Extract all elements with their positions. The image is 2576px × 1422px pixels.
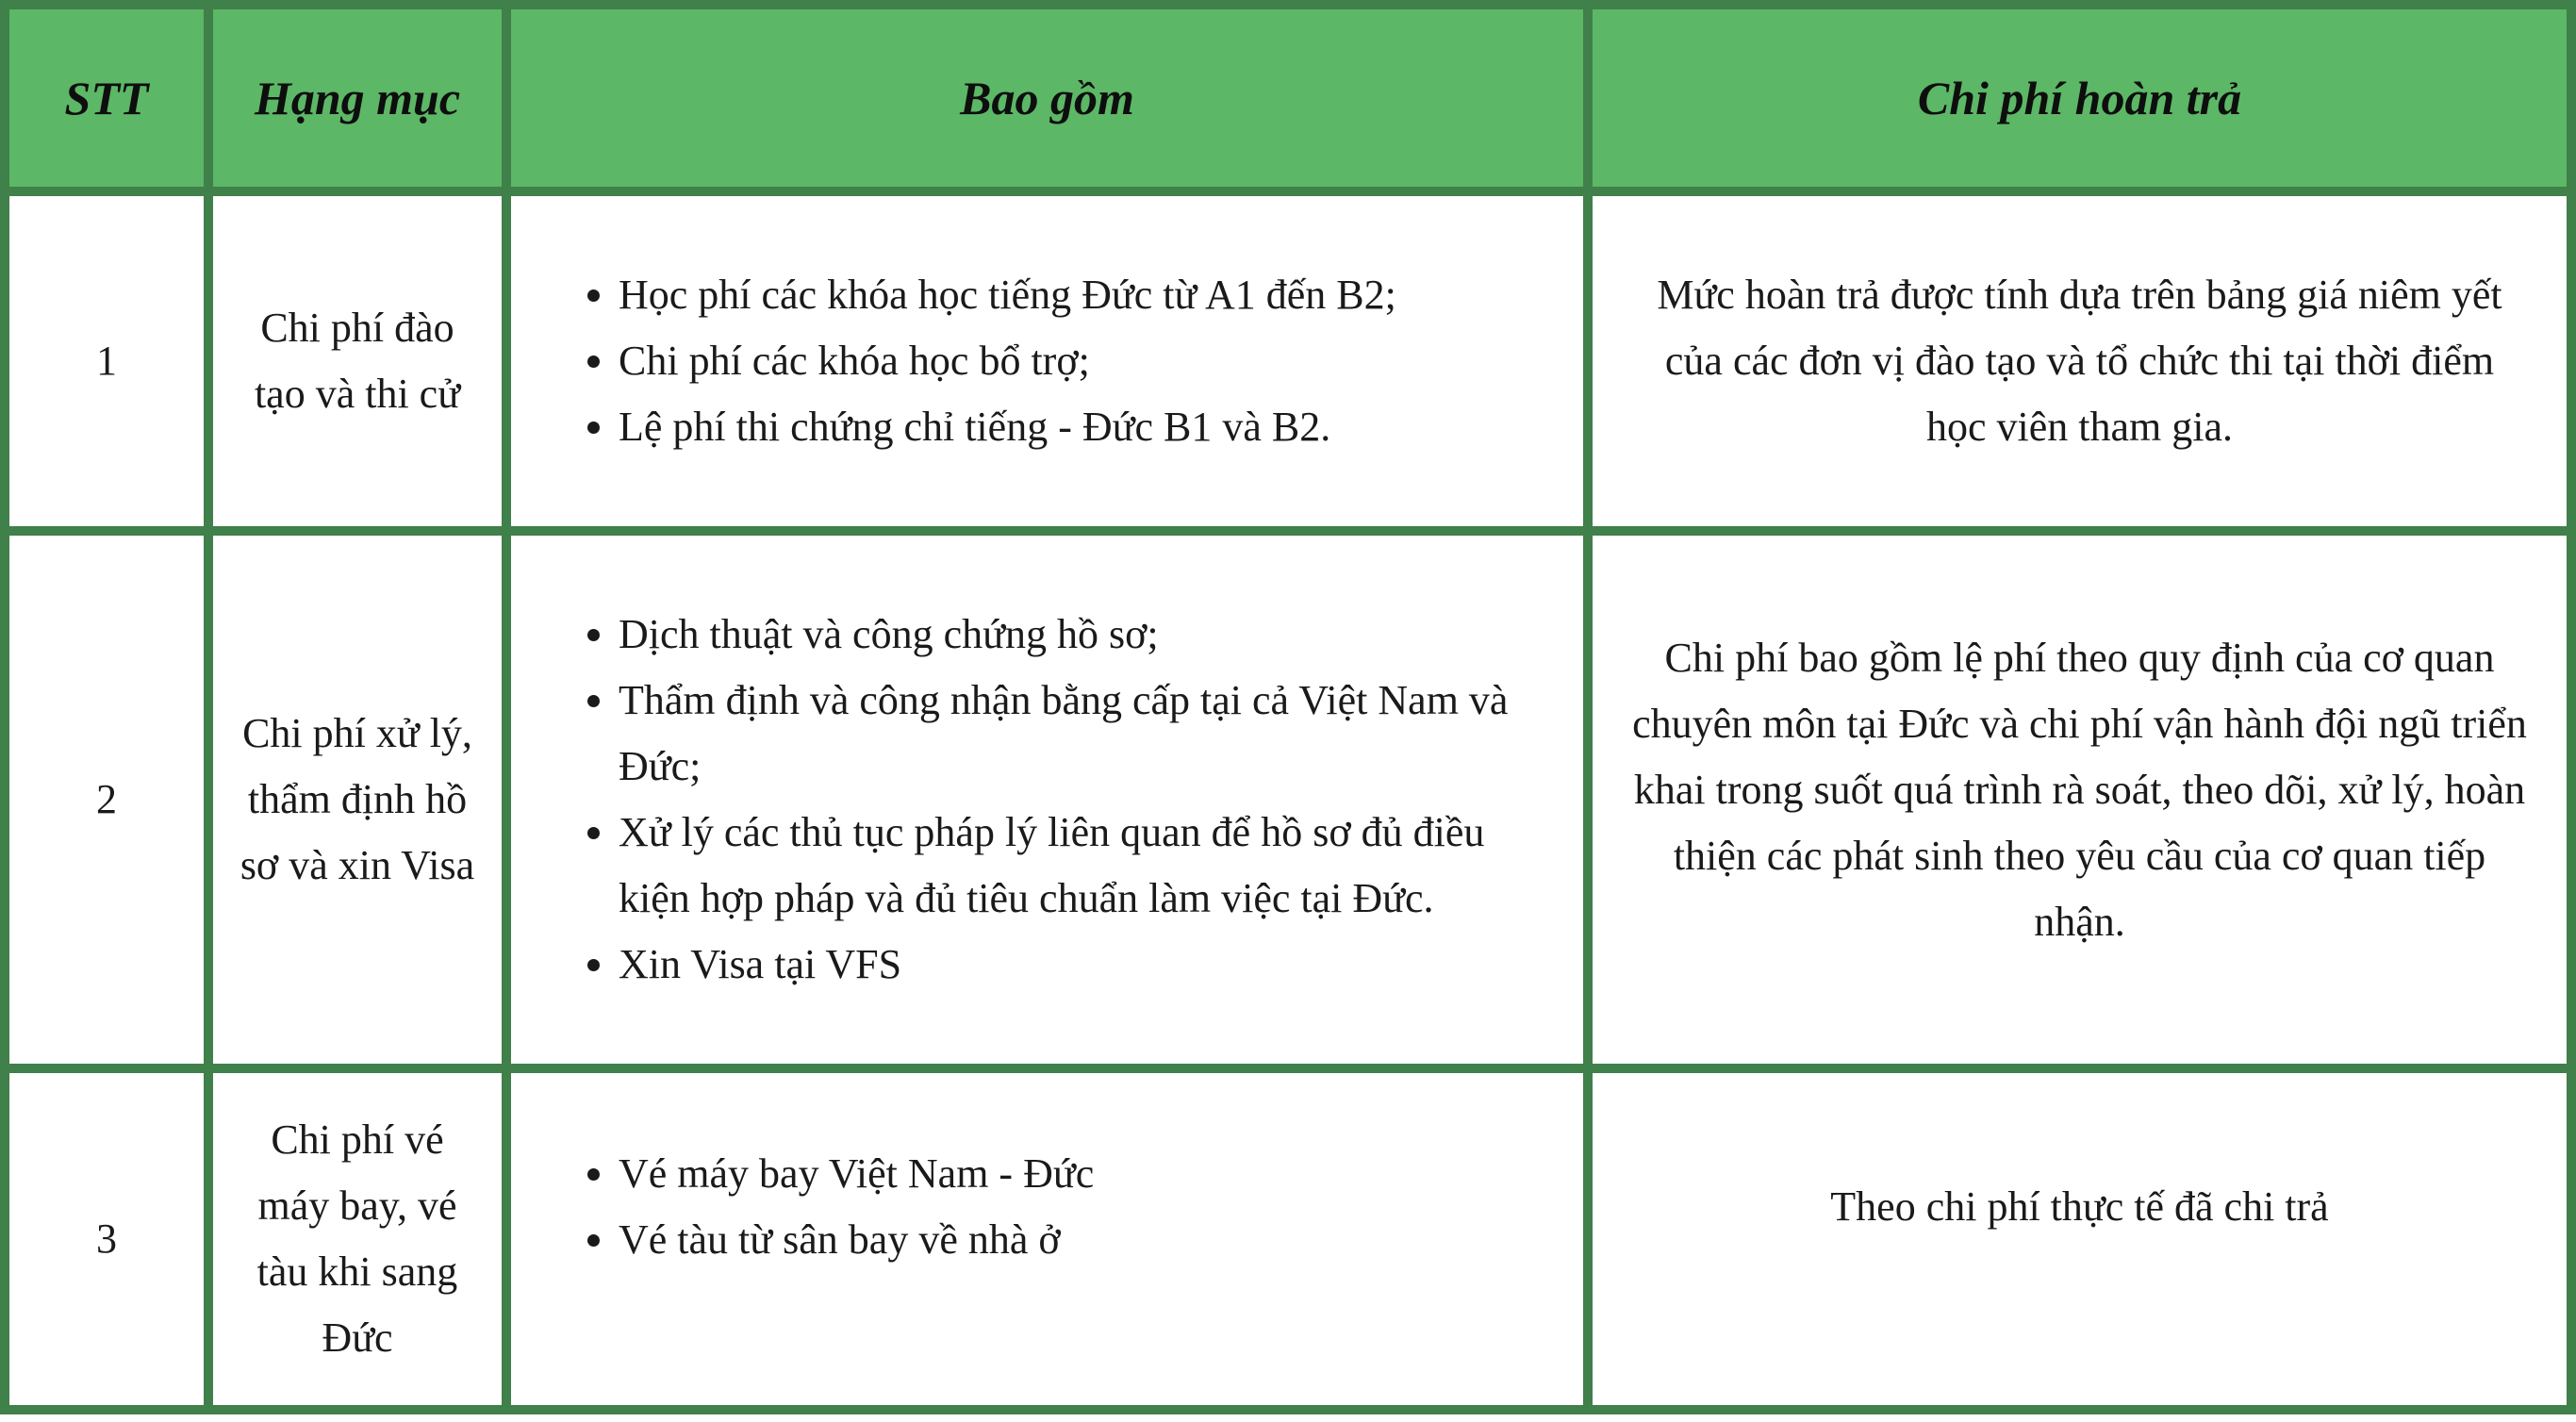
- list-item: • Xử lý các thủ tục pháp lý liên quan để hồ sơ đủ điều kiện hợp pháp và đủ tiêu chuẩn làm việc tại Đức.: [619, 800, 1555, 932]
- row-includes: [511, 1073, 1583, 1405]
- row-category: Chi phí xử lý, thẩm định hồ sơ và xin Visa: [213, 536, 502, 1065]
- header-category: Hạng mục: [213, 9, 502, 187]
- refund-text: Mức hoàn trả được tính dựa trên bảng giá niêm yết của các đơn vị đào tạo và tổ chức thi tại thời điểm học viên tham gia.: [1657, 271, 2502, 450]
- header-stt: STT: [9, 9, 204, 187]
- header-includes: Bao gồm: [511, 9, 1583, 187]
- row-refund: [1593, 536, 2567, 1065]
- includes-list: [545, 262, 1555, 460]
- row-category: Chi phí đào tạo và thi cử: [213, 196, 502, 526]
- row-includes: [511, 196, 1583, 526]
- table-row: [9, 1073, 2567, 1405]
- table-row: [9, 196, 2567, 526]
- list-item: • Dịch thuật và công chứng hồ sơ;: [619, 602, 1555, 668]
- list-item: • Học phí các khóa học tiếng Đức từ A1 đến B2;: [619, 262, 1555, 328]
- list-item: • Lệ phí thi chứng chỉ tiếng - Đức B1 và B2.: [619, 394, 1555, 460]
- row-includes: [511, 536, 1583, 1065]
- row-stt: 2: [9, 536, 204, 1065]
- list-item: • Vé máy bay Việt Nam - Đức: [619, 1141, 1555, 1207]
- refund-text: Theo chi phí thực tế đã chi trả: [1830, 1183, 2329, 1231]
- header-refund: Chi phí hoàn trả: [1593, 9, 2567, 187]
- list-item: • Vé tàu từ sân bay về nhà ở: [619, 1207, 1555, 1273]
- row-category: Chi phí vé máy bay, vé tàu khi sang Đức: [213, 1073, 502, 1405]
- list-item: • Thẩm định và công nhận bằng cấp tại cả Việt Nam và Đức;: [619, 668, 1555, 800]
- includes-list: [545, 1141, 1555, 1273]
- row-stt: 3: [9, 1073, 204, 1405]
- list-item: • Chi phí các khóa học bổ trợ;: [619, 328, 1555, 394]
- row-stt: 1: [9, 196, 204, 526]
- list-item: • Xin Visa tại VFS: [619, 932, 1555, 998]
- table-header-row: [9, 9, 2567, 187]
- refund-text: Chi phí bao gồm lệ phí theo quy định của cơ quan chuyên môn tại Đức và chi phí vận hành đội ngũ triển khai trong suốt quá trình rà soát, theo dõi, xử lý, hoàn thiện các phát sinh theo yêu cầu của cơ quan tiếp nhận.: [1632, 634, 2527, 945]
- table-row: [9, 536, 2567, 1065]
- includes-list: [545, 602, 1555, 998]
- row-refund: [1593, 1073, 2567, 1405]
- row-refund: [1593, 196, 2567, 526]
